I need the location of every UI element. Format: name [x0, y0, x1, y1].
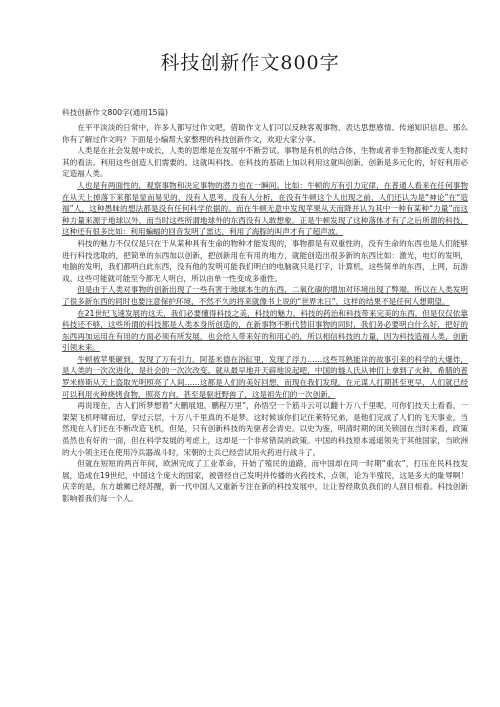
paragraph: 再说现在，古人们所梦想着“大鹏展翅，鹏程万里”，孙悟空一个筋斗云可以翻十万八千里呢，可你们技天上看看，一架架飞机呼啸而过，穿过云层，十万八千里真的不是梦。这时候该你们记住莱特兄弟，是他们完成了人们的飞天事业，当然现在人们还在不断改造飞机，但是，只有创新科技的先驱者会青史。以史为鉴，明清时期的闭关锁国在当时来看，政策虽然也有好的一面，但在科学发展的考虑上，这却是一个非常错误的政策。中国的科技原本遥遥领先于其他国家，当欧洲的大小领主还在使用冷兵器战斗时，宋朝的士兵已经尝试用火药进行战斗了。 [62, 401, 468, 457]
paragraph: 人也是有两面性的，观察事物和决定事物的潜力也在一瞬间。比如：牛顿的万有引力定律，在普通人看来在任何事物在从天上掉落下来都是显而易见的，没有人思考，没有人分析，在没有牛顿这个人出现之前，人们还认为是“神论”在“造福”人，这种愚昧的想法都是没有任何科学依据的。而在牛顿无意中发现苹果从天而降并认为其中一种有某种“力量”而这种力量来源于地球以外，而当时这些所谓地球外的东西没有人敢想象。正是牛顿发现了这种落体才有了之后所谓的科技，这种还有很多比如：利用蝙蝠的回音发明了雷达，利用了海豚的叫声才有了超声波。 [62, 180, 468, 237]
paragraph: 人类是在社会发展中成长，人类的思维是在发展中不断尝试。事物是有机的结合体，生物或者非生物都能改变人类时其的看法。利用这些创造人们需要的。这就叫科技。在科技的基础上加以利用这就叫创新，创新是多元化的，好好利用必定造福人类。 [62, 146, 468, 179]
paragraph: 在21世纪飞速发展的这天，我们必要懂得科技之美，科技的魅力，科技的药治和科技带来完美的东西。但是仅仅依靠科技还不够，这些所谓的科技都是人类本身所创造的，在新事物不断代替旧事物的同时，我们务必要明白什么好，把好的东西再加运用在有用的方面必须有所发展，也会给人带来好的和用心的，所以相信科技的力量，因为科技造福人类，创新引领未来。 [62, 308, 468, 353]
paragraph: 科技的魅力不仅仅是只在于从某种具有生命的物种才能发现的，事物都是有双重性的，没有生命的东西也是人们能够进行科技选取的，把简单的东西加以创新，把创新用在有用的地方，就能创造出很多新的东西比如：激光，电灯的发明，电脑的发明，我们都明白此东西，没有他的发明可能我们明白的电脑就只是打字，计算机，这些简单的东西，上网，玩游戏。这些可能就可能至今都无人明白，所以由单一性变成多重性。 [62, 238, 468, 283]
paragraph: 但就在短短的两百年间，欧洲完成了工业革命，开始了殖民的道路，而中国却在同一时期“重农”，打压在民科技发展，造成在19世纪，中国这个庞大的国家，被曾经自己发明并传播的火药技术，点领，论为半殖民，这是多大的耻辱啊！庆幸的是，东方雄狮已经苏醒，新一代中国人又重新专注在新的科技发展中，让让曾经欺负我们的人刮目相看。科技创新影响着我们每一个人。 [62, 459, 468, 503]
document-body [62, 122, 468, 505]
document-subtitle: 科技创新作文800字(通用15篇) [62, 108, 169, 117]
paragraph: 在平平淡淡的日常中，许多人都写过作文吧，借助作文人们可以反映客观事物、表达思想感情、传递知识信息。那么你有了解过作文吗？下面是小编帮大家整理的科技创新作文，欢迎大家分享。 [62, 123, 468, 144]
document-title: 科技创新作文800字 [160, 52, 340, 74]
paragraph: 牛顿被苹果砸到，发现了万有引力。阿基米德在浴缸里，发现了浮力……这些耳熟能详的故事引来的科学的大爆炸，是人类的一次次进化，是社会的一次次改变。就从最早地开天辟地说起吧，中国的燧人氏从神们上拿到了火种，希腊的普罗米修斯从天上盗取光明照亮了人间……这都是人们的美好回想，而现在我们发现，在元谋人打期甚至更早，人们就已经可以利用火种烧烤食物，照亮方向，甚至是驱赶野兽了，这是祖先们的一次创新。 [62, 354, 468, 399]
paragraph: 但是由于人类对事物的创新出现了一些有害于地球本生的东西，二氧化碳的增加对环境出现了弊端。所以在人类发明了很多新东西的同时也要注意保护环境，不然不久的将来就像书上说的“世界末日”，这样的结果不是任何人想期望。 [62, 285, 468, 306]
